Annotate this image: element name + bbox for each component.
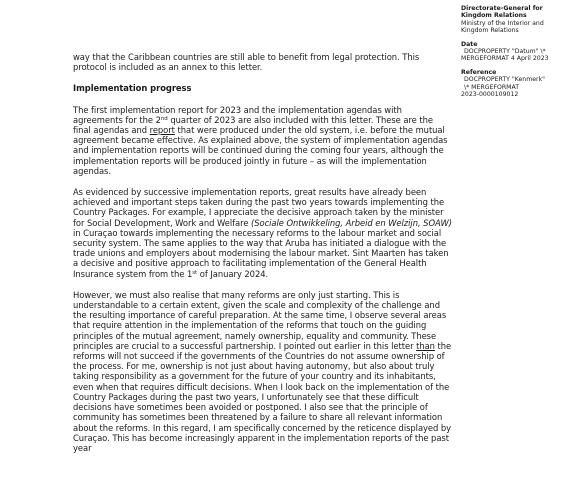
paragraph-results	[73, 187, 453, 279]
text-run: quarter of 2023 are also included with this letter. These are the final agendas and	[73, 114, 433, 136]
text-run: in Curaçao towards implementing the necessary reforms to the labour market and social security system. The same applies to the way that Aruba has initiated a dialogue with the trade unions and employers about modernising the labour market. Sint Maarten has taken a decisive and positive approach to facilitating implementation of the General Health Insurance system from the 1	[73, 227, 449, 279]
text-run: that were produced under the old system, i.e. before the mutual agreement became effective. As explained above, the system of implementation agendas and implementation reports will be continued during the coming four years, although the implementation reports will be produced jointly in future – as will the implementation agendas.	[73, 125, 448, 176]
ordinal-suffix: st	[192, 269, 198, 276]
ministry-line: Ministry of the Interior and	[461, 19, 544, 27]
paragraph-reforms	[73, 290, 453, 453]
letter-body	[73, 52, 453, 464]
section-heading: Implementation progress	[73, 83, 192, 94]
date-line: MERGEFORMAT 4 April 2023	[461, 55, 549, 63]
underlined-word: than	[416, 340, 435, 351]
italic-text: (Sociale Ontwikkeling, Arbeid en Welzijn, SOAW)	[251, 217, 452, 228]
text-run: the reforms will not succeed if the governments of the Countries do not assume ownership of the process. For me, ownership is not just about having autonomy, but also about truly taking responsibility as a government for the future of your country and its inhabitants, even when that requires difficult decisions. When I look back on the implementation of the Country Packages during the past two years, I unfortunately see that these difficult decisions have sometimes been avoided or postponed. I also see that the principle of community has sometimes been threatened by a failure to share all relevant information about the reforms. In this regard, I am specifically concerned by the reticence displayed by Curaçao. This has become increasingly apparent in the implementation reports of the past year	[73, 340, 452, 453]
reference-label: Reference	[461, 68, 497, 76]
reference-line: \* MERGEFORMAT	[464, 83, 519, 91]
date-line: DOCPROPERTY "Datum" \*	[464, 48, 546, 56]
reference-line: DOCPROPERTY "Kenmerk"	[464, 76, 546, 84]
text-run: of January 2024.	[197, 268, 269, 279]
ordinal-suffix: nd	[160, 115, 168, 122]
org-line: Directorate-General for	[461, 5, 543, 12]
text-run: However, we must also realise that many reforms are only just starting. This is understandable to a certain extent, given the scale and complexity of the challenge and the resulting importance of careful preparation. At the same time, I observe several areas that require attention in the implementation of the reforms that touch on the guiding principles of the mutual agreement, namely ownership, equality and community. These principles are crucial to a successful partnership. I pointed out earlier in this letter	[73, 289, 447, 351]
org-line: Kingdom Relations	[461, 12, 527, 20]
text-run: As evidenced by successive implementation reports, great results have already been achieved and important steps taken during the past two years towards implementing the Country Packages. For example, I appreciate the decisive approach taken by the minister for Social Development, Work and Welfare	[73, 187, 445, 228]
letter-sidebar	[461, 5, 585, 98]
paragraph-implementation-report	[73, 105, 453, 176]
reference-line: 2023-0000109012	[461, 91, 519, 99]
paragraph-legal-protection: way that the Caribbean countries are still able to benefit from legal protection. This protocol is included as an annex to this letter.	[73, 52, 420, 73]
sender-ministry	[461, 20, 585, 35]
date-value	[461, 48, 585, 63]
underlined-word: report	[149, 125, 175, 136]
sender-organisation	[461, 5, 585, 20]
text-run: The first implementation report for 2023 and the implementation agendas with agreements for the 2	[73, 104, 402, 125]
ministry-line: Kingdom Relations	[461, 27, 519, 35]
reference-value	[461, 76, 585, 98]
date-label: Date	[461, 40, 478, 48]
